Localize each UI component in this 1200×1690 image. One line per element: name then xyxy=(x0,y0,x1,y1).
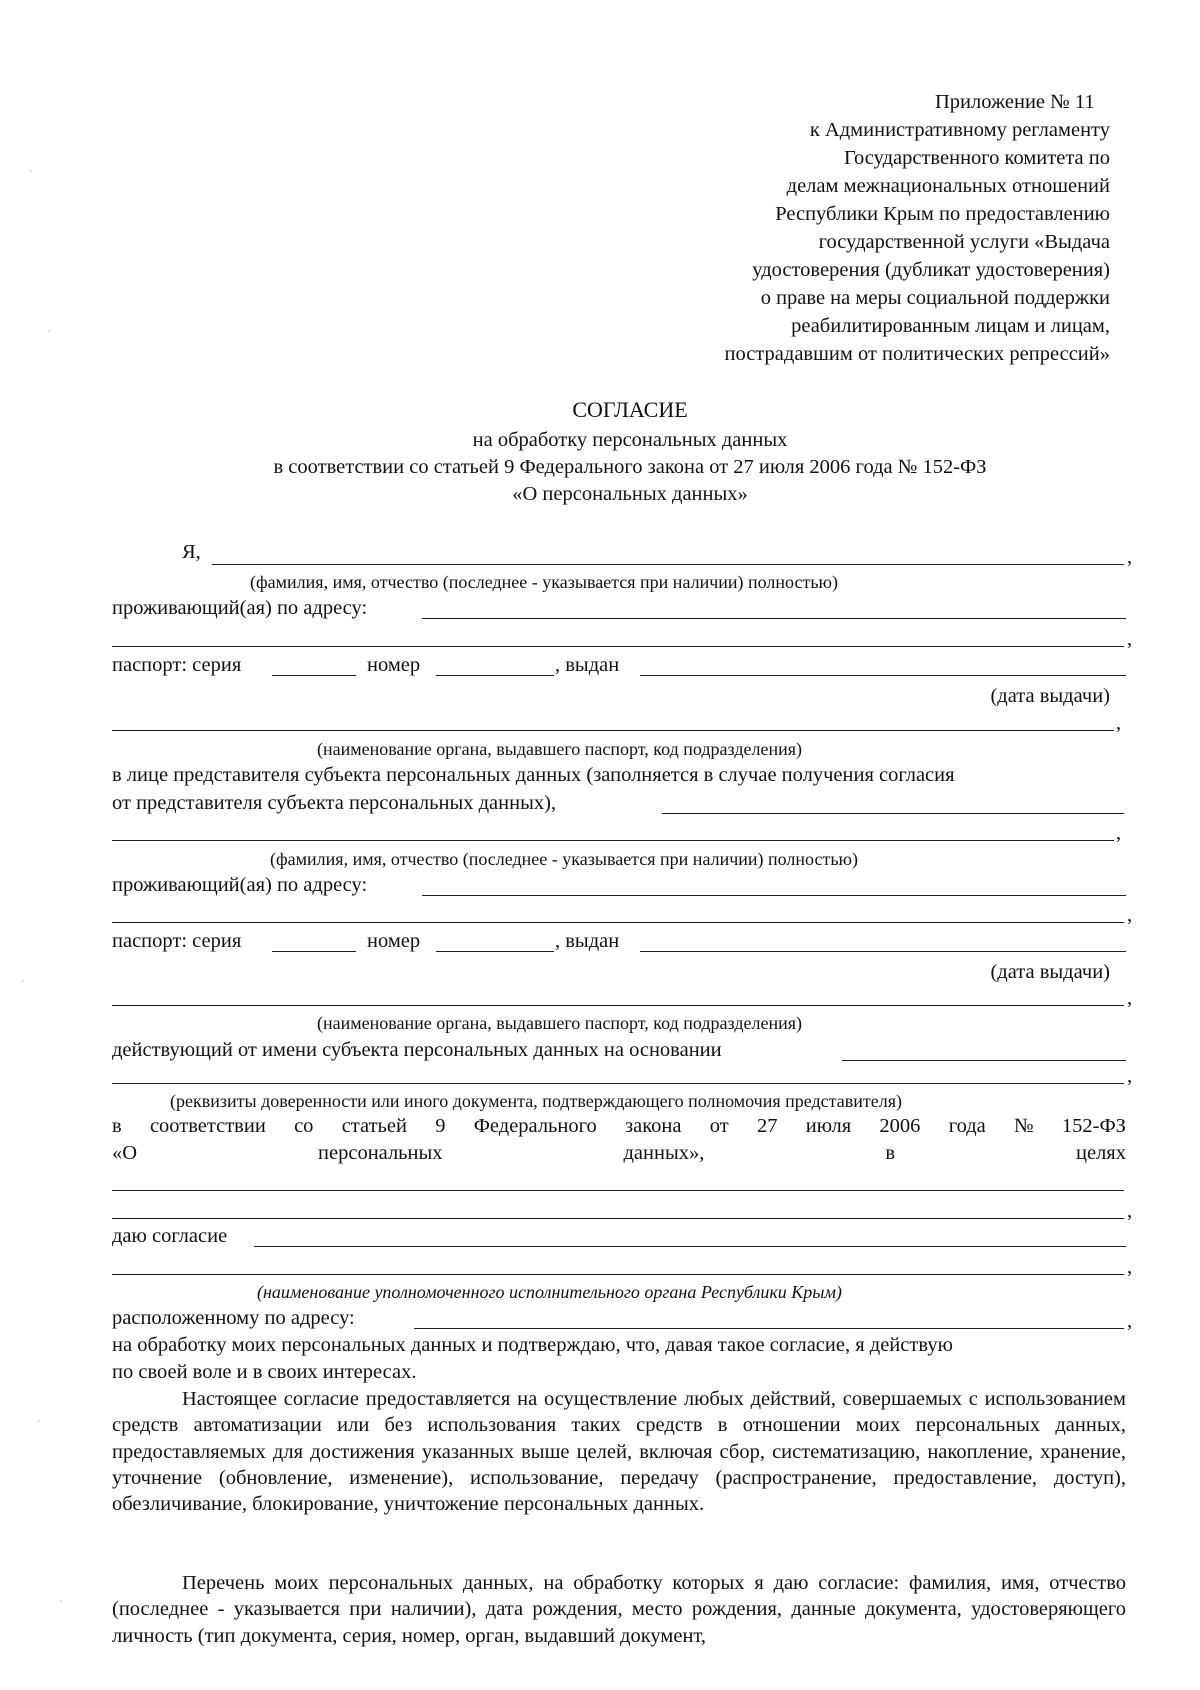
address-field-cont[interactable] xyxy=(112,922,1124,923)
word: целях xyxy=(1076,1142,1126,1164)
header-line: пострадавшим от политических репрессий» xyxy=(724,343,1110,365)
word: Федерального xyxy=(473,1115,597,1137)
organ-field-cont[interactable] xyxy=(112,1274,1124,1275)
word: данных», xyxy=(623,1142,705,1164)
word: закона xyxy=(625,1115,682,1137)
passport-number-label: номер xyxy=(367,930,421,952)
consent-text: по своей воле и в своих интересах. xyxy=(112,1361,417,1383)
organ-address-field[interactable] xyxy=(414,1328,1124,1329)
header-line: реабилитированным лицам и лицам, xyxy=(791,315,1110,337)
acting-basis-field[interactable] xyxy=(842,1060,1126,1061)
header-line: о праве на меры социальной поддержки xyxy=(760,287,1110,309)
passport-issued-label: , выдан xyxy=(555,930,620,952)
document-subtitle: в соответствии со статьей 9 Федерального закона от 27 июля 2006 года № 152-ФЗ xyxy=(273,456,987,478)
passport-series-field[interactable] xyxy=(272,675,356,676)
comma: , xyxy=(1127,628,1133,650)
word: «О xyxy=(112,1142,138,1164)
passport-issued-field[interactable] xyxy=(640,951,1126,952)
fio-caption: (фамилия, имя, отчество (последнее - указывается при наличии) полностью) xyxy=(250,572,838,592)
requisites-caption: (реквизиты доверенности или иного документа, подтверждающего полномочия представителя) xyxy=(170,1091,902,1111)
address-label: проживающий(ая) по адресу: xyxy=(112,597,368,619)
purpose-field-cont[interactable] xyxy=(112,1218,1124,1219)
consent-text: на обработку моих персональных данных и подтверждаю, что, давая такое согласие, я действую xyxy=(112,1334,953,1356)
word: статьей xyxy=(341,1115,407,1137)
issue-date-caption: (дата выдачи) xyxy=(990,961,1110,983)
comma: , xyxy=(1127,1310,1133,1332)
comma: , xyxy=(1127,1200,1133,1222)
passport-number-label: номер xyxy=(367,654,421,676)
header-line: удостоверения (дубликат удостоверения) xyxy=(752,259,1110,281)
document-title: СОГЛАСИЕ xyxy=(572,397,688,422)
paragraph-actions: Настоящее согласие предоставляется на осуществление любых действий, совершаемых с использованием средств автоматизации или без использования таких средств в отношении моих персональных данных, предоставляемых для достижения указанных выше целей, включая сбор, систематизацию, накопление, хранение, уточнение (обновление, изменение), использование, передачу (распространение, предоставление, доступ), обезличивание, блокирование, уничтожение персональных данных. xyxy=(112,1388,1126,1516)
passport-number-field[interactable] xyxy=(436,675,554,676)
address-label: проживающий(ая) по адресу: xyxy=(112,874,368,896)
organ-caption: (наименование уполномоченного исполнительного органа Республики Крым) xyxy=(257,1282,842,1302)
word: персональных xyxy=(318,1142,443,1164)
address-field-cont[interactable] xyxy=(112,646,1124,647)
consent-label: даю согласие xyxy=(112,1225,228,1247)
organ-field[interactable] xyxy=(254,1246,1126,1247)
header-line: к Административному регламенту xyxy=(809,119,1110,141)
passport-issued-field[interactable] xyxy=(640,675,1126,676)
word: 9 xyxy=(435,1115,446,1137)
paragraph-data-list: Перечень моих персональных данных, на обработку которых я даю согласие: фамилия, имя, отчество (последнее - указывается при наличии), дата рождения, место рождения, данные документа, удостоверяющего личность (тип документа, серия, номер, орган, выдавший документ, xyxy=(112,1572,1126,1647)
issuer-field[interactable] xyxy=(112,1005,1124,1006)
scan-speck xyxy=(30,170,32,172)
word: июля xyxy=(805,1115,852,1137)
word: 27 xyxy=(756,1115,778,1137)
issuer-field[interactable] xyxy=(112,730,1114,731)
scan-speck xyxy=(60,1600,62,1602)
word: в xyxy=(112,1115,122,1137)
word: соответствии xyxy=(149,1115,266,1137)
passport-series-label: паспорт: серия xyxy=(112,930,242,952)
purpose-field[interactable] xyxy=(112,1190,1124,1191)
issuer-caption: (наименование органа, выдавшего паспорт, код подразделения) xyxy=(317,739,802,759)
address-field[interactable] xyxy=(422,895,1126,896)
word: № xyxy=(1014,1115,1034,1137)
header-line: Государственного комитета по xyxy=(844,147,1110,169)
comma: , xyxy=(1127,904,1133,926)
issuer-caption: (наименование органа, выдавшего паспорт, код подразделения) xyxy=(317,1013,802,1033)
passport-number-field[interactable] xyxy=(436,951,554,952)
header-line: делам межнациональных отношений xyxy=(786,175,1110,197)
word: от xyxy=(709,1115,729,1137)
purpose-line xyxy=(112,1141,1126,1165)
comma: , xyxy=(1116,822,1122,844)
acting-basis-field-cont[interactable] xyxy=(112,1083,1124,1084)
representative-text: в лице представителя субъекта персональных данных (заполняется в случае получения согласия xyxy=(112,764,955,786)
i-label: Я, xyxy=(182,541,201,563)
word: года xyxy=(948,1115,986,1137)
comma: , xyxy=(1127,1065,1133,1087)
comma: , xyxy=(1127,987,1133,1009)
comma: , xyxy=(1127,1256,1133,1278)
representative-text: от представителя субъекта персональных данных), xyxy=(112,792,557,814)
located-label: расположенному по адресу: xyxy=(112,1307,355,1329)
word: 152-ФЗ xyxy=(1061,1115,1126,1137)
law-reference-line xyxy=(112,1114,1126,1138)
scan-speck xyxy=(38,1420,40,1422)
acting-label: действующий от имени субъекта персональных данных на основании xyxy=(112,1039,722,1061)
header-line: Республики Крым по предоставлению xyxy=(775,203,1110,225)
document-subtitle: на обработку персональных данных xyxy=(472,429,788,451)
passport-series-field[interactable] xyxy=(272,951,356,952)
passport-series-label: паспорт: серия xyxy=(112,654,242,676)
address-field[interactable] xyxy=(422,618,1126,619)
comma: , xyxy=(1116,712,1122,734)
word: в xyxy=(885,1142,896,1164)
appendix-number: Приложение № 11 xyxy=(935,91,1095,113)
document-subtitle: «О персональных данных» xyxy=(512,483,748,505)
word: 2006 xyxy=(879,1115,921,1137)
representative-field[interactable] xyxy=(662,813,1124,814)
scan-speck xyxy=(48,330,50,332)
fio-caption: (фамилия, имя, отчество (последнее - указывается при наличии) полностью) xyxy=(270,849,858,869)
header-line: государственной услуги «Выдача xyxy=(818,231,1110,253)
scan-speck xyxy=(22,980,24,982)
issue-date-caption: (дата выдачи) xyxy=(990,685,1110,707)
fio-field[interactable] xyxy=(212,564,1124,565)
comma: , xyxy=(1127,546,1133,568)
word: со xyxy=(294,1115,314,1137)
representative-fio-field[interactable] xyxy=(112,840,1114,841)
passport-issued-label: , выдан xyxy=(555,654,620,676)
